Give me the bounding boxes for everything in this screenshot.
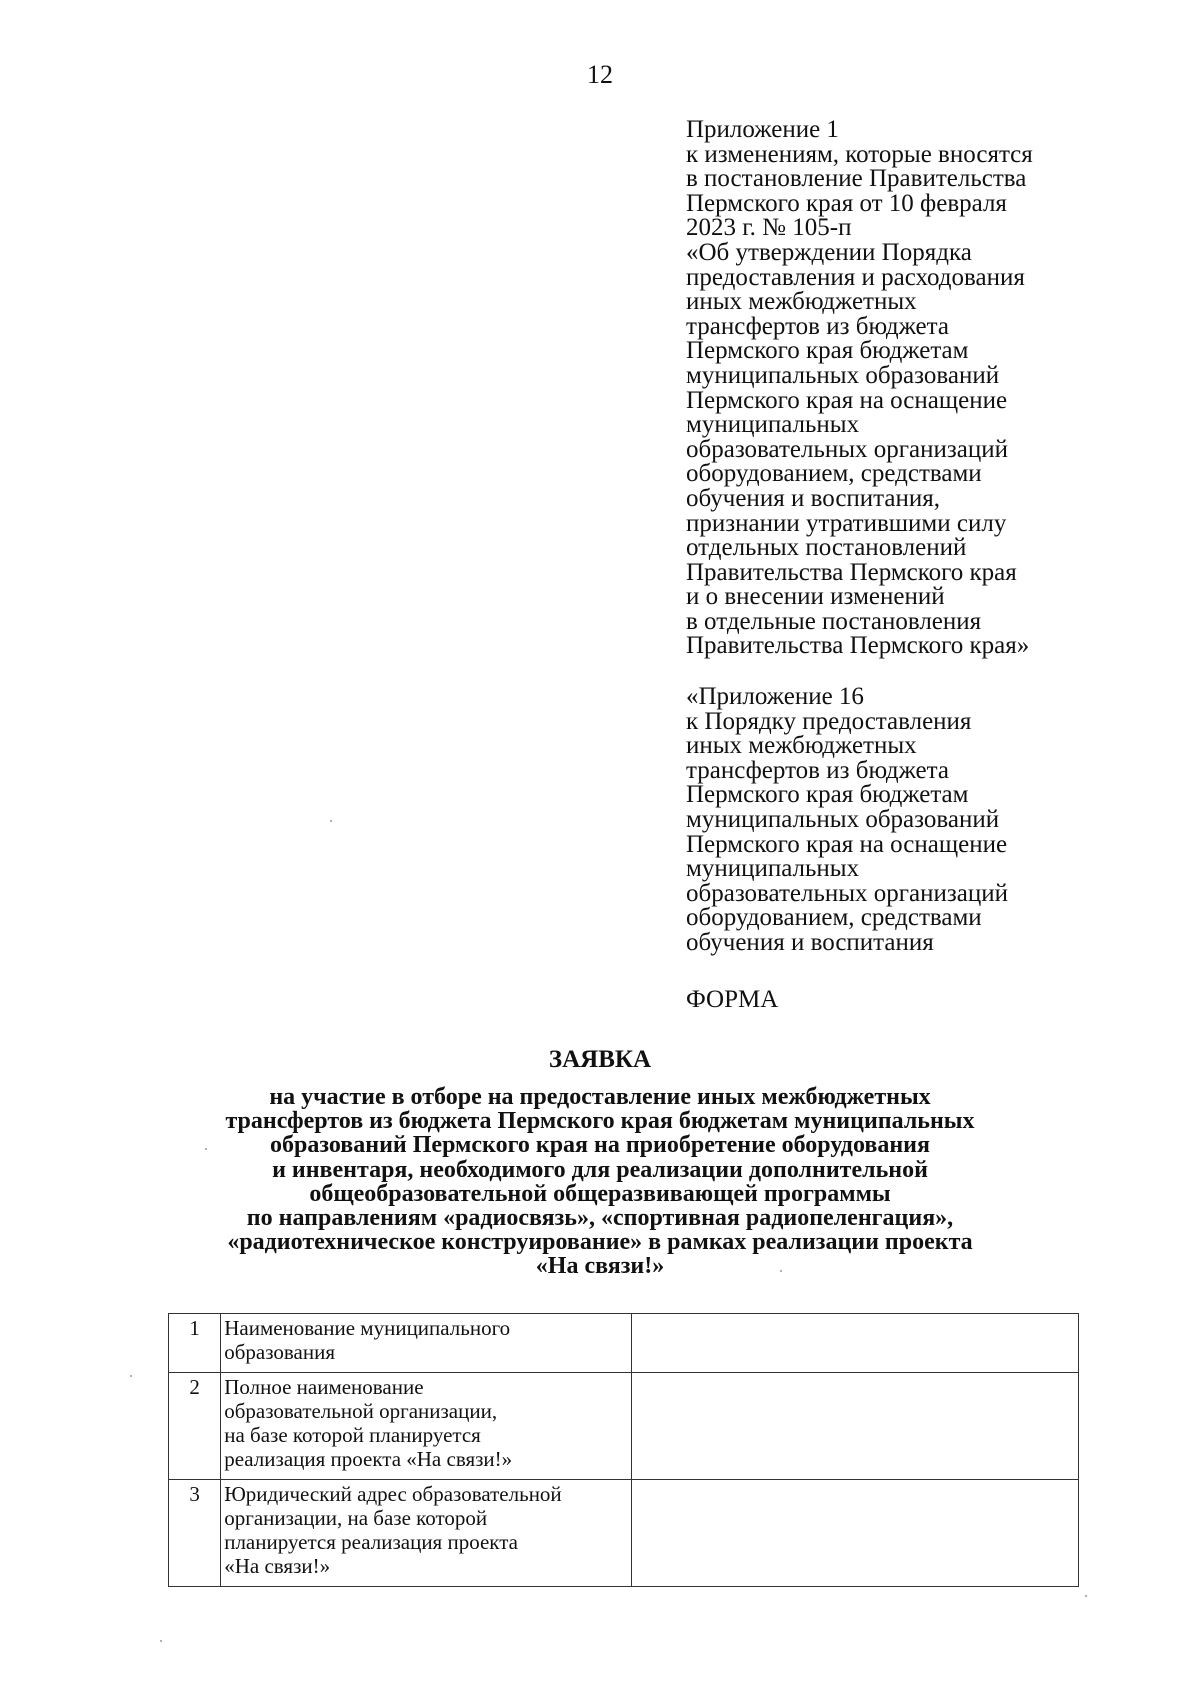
- appendix-1-line: Правительства Пермского края: [686, 558, 1017, 586]
- appendix-1-line: трансфертов из бюджета: [686, 312, 949, 340]
- appendix-16-line: муниципальных образований: [686, 805, 1000, 833]
- appendix-1-line: образовательных организаций: [686, 435, 1009, 463]
- row-value-cell[interactable]: [631, 1373, 1078, 1480]
- row-value-cell[interactable]: [631, 1314, 1078, 1373]
- appendix-1-line: Приложение 1: [686, 116, 839, 143]
- appendix-16-line: оборудованием, средствами: [686, 904, 982, 932]
- appendix-1-line: Правительства Пермского края»: [686, 632, 1030, 660]
- appendix-1-line: Пермского края бюджетам: [686, 337, 969, 365]
- appendix-1-line: муниципальных образований: [686, 361, 1000, 389]
- row-label-line: образования: [224, 1340, 335, 1364]
- appendix-16-line: Пермского края на оснащение: [686, 830, 1008, 858]
- appendix-16-line: иных межбюджетных: [686, 732, 917, 760]
- row-label-line: реализация проекта «На связи!»: [224, 1447, 513, 1471]
- row-number: 3: [169, 1480, 221, 1587]
- row-label-line: образовательной организации,: [224, 1399, 498, 1423]
- row-label-line: Полное наименование: [224, 1375, 424, 1399]
- scan-speck: [205, 1148, 207, 1150]
- row-label-line: на базе которой планируется: [224, 1423, 481, 1447]
- subtitle-line: трансфертов из бюджета Пермского края бюджетам муниципальных: [225, 1108, 975, 1135]
- appendix-16-line: трансфертов из бюджета: [686, 756, 949, 784]
- appendix-1-heading: [686, 118, 1166, 659]
- row-number: 2: [169, 1373, 221, 1480]
- appendix-16-line: к Порядку предоставления: [686, 707, 972, 735]
- subtitle-line: на участие в отборе на предоставление иных межбюджетных: [269, 1084, 931, 1110]
- scan-speck: [330, 820, 332, 822]
- appendix-1-line: признании утратившими силу: [686, 509, 1007, 537]
- application-table: [168, 1313, 1079, 1587]
- row-label-line: планируется реализация проекта: [224, 1530, 518, 1554]
- appendix-1-line: обучения и воспитания,: [686, 484, 941, 512]
- row-number: 1: [169, 1314, 221, 1373]
- form-label: ФОРМА: [686, 986, 779, 1013]
- row-label-line: организации, на базе которой: [224, 1506, 488, 1530]
- appendix-1-line: в постановление Правительства: [686, 165, 1027, 193]
- row-label-line: Наименование муниципального: [224, 1316, 511, 1340]
- scan-speck: [130, 1375, 132, 1377]
- appendix-1-line: 2023 г. № 105-п: [686, 214, 852, 242]
- row-value-cell[interactable]: [631, 1480, 1078, 1587]
- appendix-16-line: муниципальных: [686, 855, 860, 883]
- scan-speck: [1085, 1595, 1087, 1597]
- subtitle-line: «радиотехническое конструирование» в рамках реализации проекта: [227, 1229, 973, 1256]
- appendix-1-line: Пермского края от 10 февраля: [686, 189, 1007, 217]
- row-label: [221, 1373, 632, 1480]
- appendix-16-heading: [686, 685, 1166, 956]
- table-row: [169, 1314, 1079, 1373]
- table-row: [169, 1373, 1079, 1480]
- page-number: 12: [587, 60, 613, 89]
- appendix-16-line: Пермского края бюджетам: [686, 781, 969, 809]
- subtitle-line: по направлениям «радиосвязь», «спортивная радиопеленгация»,: [246, 1205, 954, 1232]
- appendix-1-line: к изменениям, которые вносятся: [686, 140, 1033, 168]
- subtitle-line: общеобразовательной общеразвивающей программы: [309, 1180, 891, 1207]
- appendix-1-line: иных межбюджетных: [686, 288, 917, 316]
- row-label-line: Юридический адрес образовательной: [224, 1482, 562, 1506]
- appendix-16-line: образовательных организаций: [686, 879, 1009, 907]
- table-row: [169, 1480, 1079, 1587]
- appendix-16-line: «Приложение 16: [686, 683, 864, 710]
- appendix-1-line: и о внесении изменений: [686, 583, 945, 611]
- appendix-1-line: Пермского края на оснащение: [686, 386, 1008, 414]
- appendix-1-line: муниципальных: [686, 411, 860, 439]
- document-subtitle: [100, 1085, 1100, 1279]
- appendix-1-line: «Об утверждении Порядка: [686, 238, 972, 266]
- appendix-1-line: в отдельные постановления: [686, 607, 982, 635]
- subtitle-line: «На связи!»: [535, 1253, 665, 1280]
- row-label: [221, 1314, 632, 1373]
- scan-speck: [160, 1640, 162, 1642]
- appendix-1-line: отдельных постановлений: [686, 534, 967, 562]
- appendix-16-line: обучения и воспитания: [686, 928, 934, 956]
- row-label-line: «На связи!»: [224, 1554, 331, 1578]
- subtitle-line: образований Пермского края на приобретение оборудования: [270, 1132, 930, 1159]
- subtitle-line: и инвентаря, необходимого для реализации дополнительной: [272, 1156, 928, 1183]
- appendix-1-line: оборудованием, средствами: [686, 460, 982, 488]
- row-label: [221, 1480, 632, 1587]
- document-title: ЗАЯВКА: [548, 1046, 652, 1073]
- appendix-1-line: предоставления и расходования: [686, 263, 1025, 291]
- scan-speck: [780, 1270, 782, 1272]
